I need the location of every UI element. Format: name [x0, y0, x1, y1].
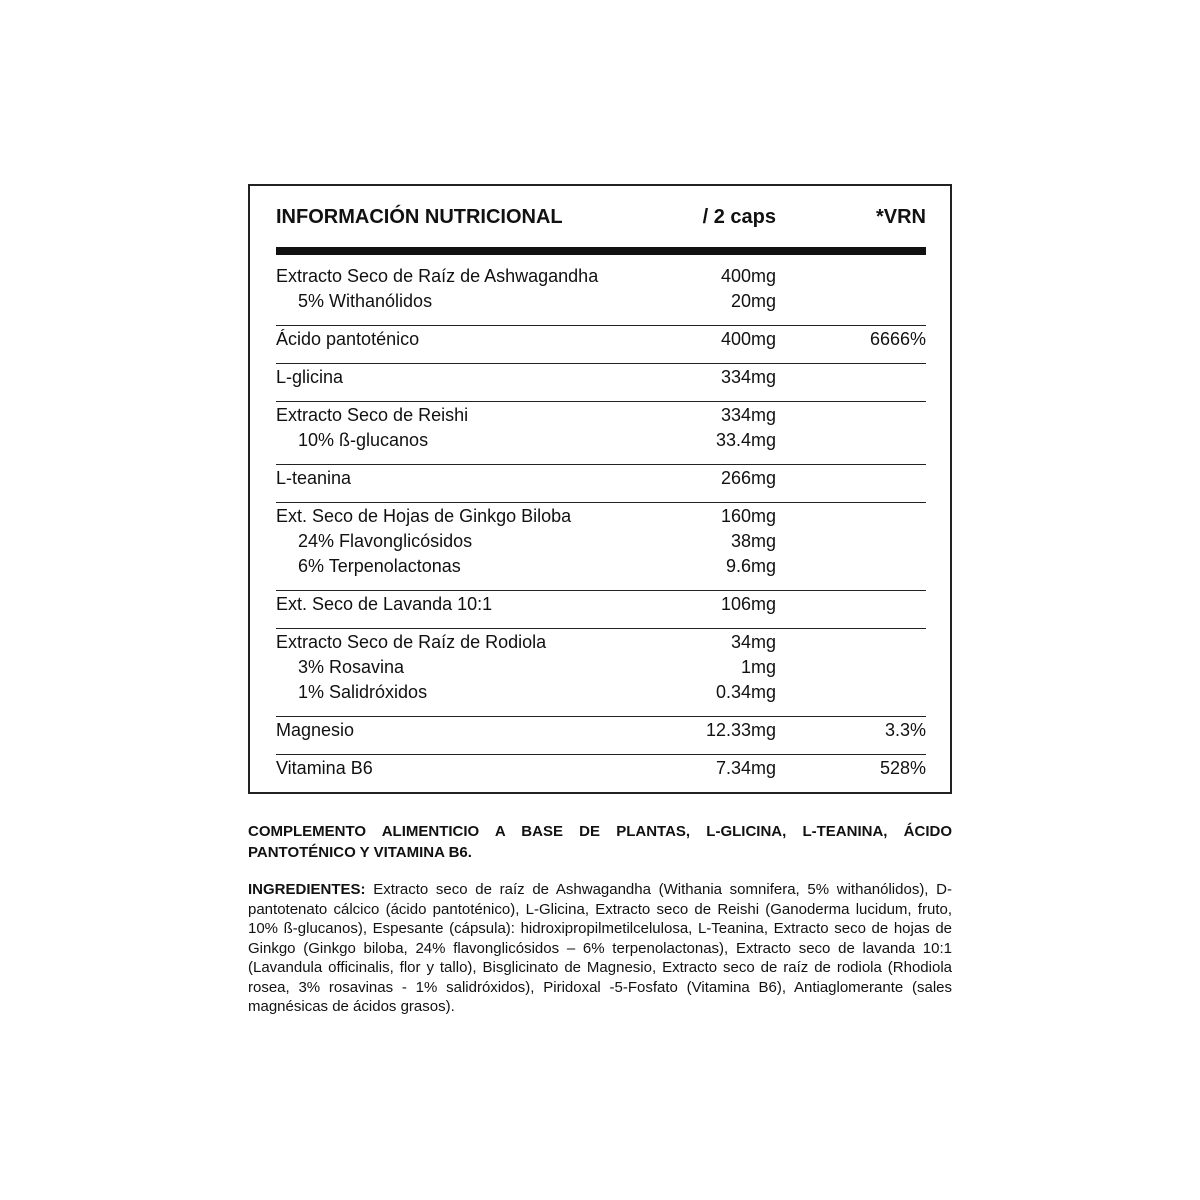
table-title: INFORMACIÓN NUTRICIONAL [276, 206, 563, 228]
product-description: COMPLEMENTO ALIMENTICIO A BASE DE PLANTAS, L-GLICINA, L-TEANINA, ÁCIDO PANTOTÉNICO Y VITAMINA B6. [248, 823, 952, 861]
nutrient-line [276, 405, 926, 430]
nutrient-amount: 38mg [730, 531, 776, 551]
nutrient-line [276, 632, 926, 657]
nutrient-amount: 400mg [720, 329, 776, 349]
nutrient-amount: 0.34mg [715, 682, 776, 702]
nutrition-facts-panel [248, 184, 952, 794]
nutrient-name: Ácido pantoténico [276, 329, 420, 349]
table-row [276, 717, 926, 755]
nutrient-amount: 9.6mg [725, 556, 776, 576]
header-divider [276, 247, 926, 255]
nutrient-line [276, 506, 926, 531]
nutrient-name: 1% Salidróxidos [298, 682, 428, 702]
nutrient-line [276, 758, 926, 783]
nutrient-line [276, 367, 926, 392]
nutrient-name: L-glicina [276, 367, 344, 387]
sub-nutrient-line [276, 657, 926, 682]
table-row [276, 503, 926, 591]
sub-nutrient-line [276, 430, 926, 455]
nutrient-name: Ext. Seco de Hojas de Ginkgo Biloba [276, 506, 572, 526]
nutrient-line [276, 329, 926, 354]
nutrient-amount: 160mg [720, 506, 776, 526]
ingredients-text: Extracto seco de raíz de Ashwagandha (Withania somnifera, 5% withanólidos), D-pantotenato cálcico (ácido pantoténico), L-Glicina, Extracto seco de Reishi (Ganoderma lucidum, fruto, 10% ß-glucanos), Espesante (cápsula): hidroxipropilmetilcelulosa, L-Teanina, Extracto seco de hojas de Ginkgo (Ginkgo biloba, 24% flavonglicósidos – 6% terpenolactonas), Extracto seco de lavanda 10:1 (Lavandula officinalis, flor y tallo), Bisglicinato de Magnesio, Extracto seco de raíz de rodiola (Rhodiola rosea, 3% rosavinas - 1% salidróxidos), Piridoxal -5-Fosfato (Vitamina B6), Antiaglomerante (sales magnésicas de ácidos grasos). [248, 881, 952, 1015]
nutrient-amount: 106mg [720, 594, 776, 614]
nutrient-amount: 7.34mg [715, 758, 776, 778]
table-row [276, 755, 926, 783]
nutrient-line [276, 594, 926, 619]
nutrient-name: 10% ß-glucanos [298, 430, 429, 450]
nutrient-line [276, 468, 926, 493]
nutrient-name: Extracto Seco de Raíz de Ashwagandha [276, 266, 599, 286]
nutrient-name: 5% Withanólidos [298, 291, 433, 311]
table-row [276, 591, 926, 629]
nutrient-vrn: 528% [879, 758, 926, 778]
nutrient-amount: 12.33mg [705, 720, 776, 740]
nutrient-amount: 20mg [730, 291, 776, 311]
table-row [276, 402, 926, 465]
nutrient-name: Extracto Seco de Raíz de Rodiola [276, 632, 547, 652]
nutrient-name: Vitamina B6 [276, 758, 373, 778]
nutrient-name: Extracto Seco de Reishi [276, 405, 469, 425]
nutrient-amount: 1mg [740, 657, 776, 677]
nutrient-vrn: 6666% [869, 329, 926, 349]
nutrient-line [276, 720, 926, 745]
ingredients-paragraph [248, 880, 952, 1017]
nutrient-amount: 400mg [720, 266, 776, 286]
table-row [276, 629, 926, 717]
nutrient-name: 24% Flavonglicósidos [298, 531, 473, 551]
nutrient-name: Ext. Seco de Lavanda 10:1 [276, 594, 493, 614]
nutrient-amount: 34mg [730, 632, 776, 652]
table-row [276, 364, 926, 402]
table-row [276, 326, 926, 364]
sub-nutrient-line [276, 682, 926, 707]
nutrient-name: 3% Rosavina [298, 657, 405, 677]
nutrient-line [276, 266, 926, 291]
vrn-header: *VRN [875, 206, 926, 228]
sub-nutrient-line [276, 531, 926, 556]
table-header [276, 206, 926, 232]
table-row [276, 266, 926, 326]
sub-nutrient-line [276, 291, 926, 316]
nutrient-vrn: 3.3% [884, 720, 926, 740]
sub-nutrient-line [276, 556, 926, 581]
nutrient-amount: 33.4mg [715, 430, 776, 450]
nutrition-rows [276, 266, 926, 783]
per-serving-header: / 2 caps [702, 206, 776, 228]
nutrient-name: Magnesio [276, 720, 355, 740]
nutrient-name: 6% Terpenolactonas [298, 556, 461, 576]
nutrient-amount: 334mg [720, 405, 776, 425]
nutrient-amount: 266mg [720, 468, 776, 488]
ingredients-label: INGREDIENTES: [248, 881, 366, 898]
nutrient-amount: 334mg [720, 367, 776, 387]
nutrient-name: L-teanina [276, 468, 352, 488]
table-row [276, 465, 926, 503]
